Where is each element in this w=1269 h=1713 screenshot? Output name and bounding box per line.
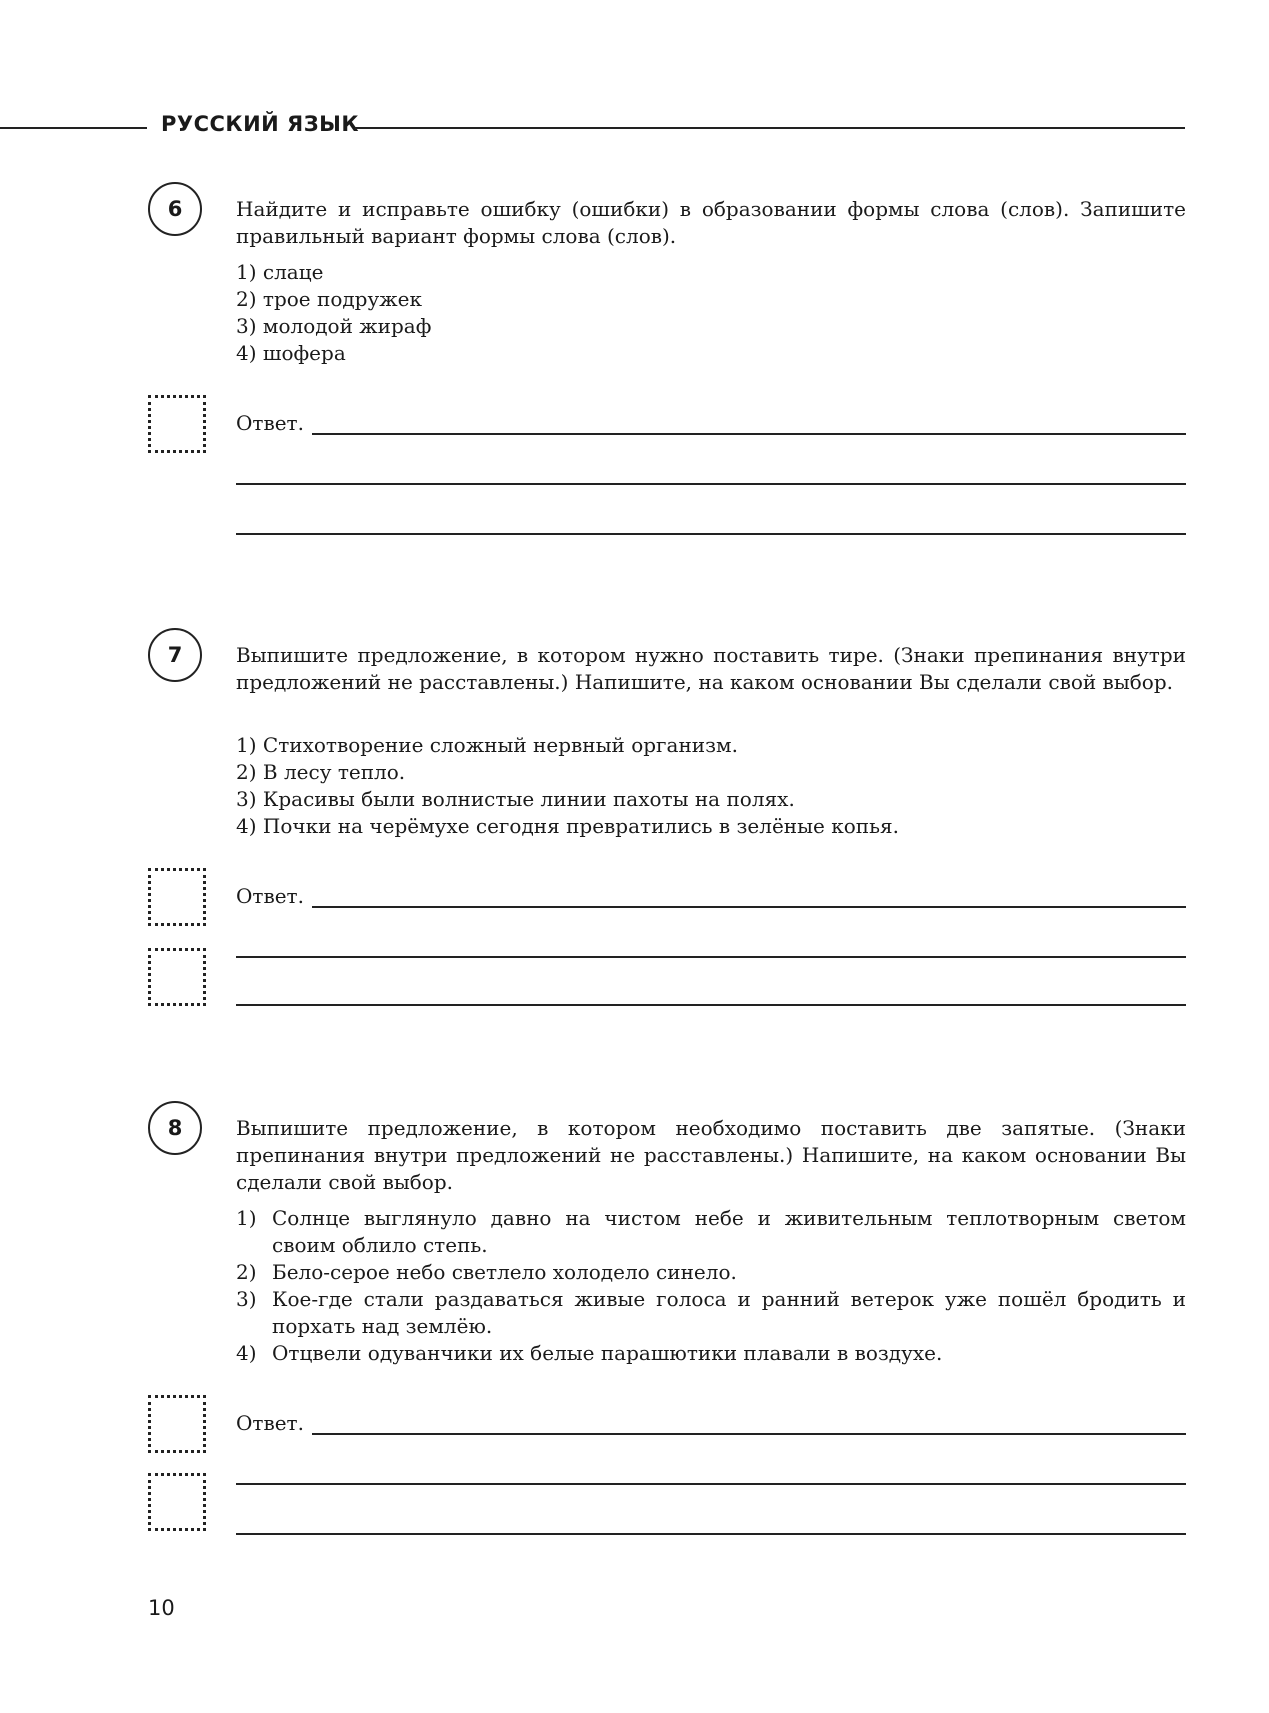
answer-options xyxy=(236,732,1186,840)
option-number: 2) xyxy=(236,287,257,311)
answer-row xyxy=(236,1405,1186,1435)
page-header xyxy=(0,112,1185,142)
option-text: слаце xyxy=(262,260,324,284)
answer-line[interactable] xyxy=(236,1483,1186,1485)
option-item xyxy=(236,1205,1186,1259)
option-item xyxy=(236,313,1186,340)
option-text: шофера xyxy=(262,341,346,365)
option-text: Почки на черёмухе сегодня превратились в зелёные копья. xyxy=(262,814,899,838)
option-text: В лесу тепло. xyxy=(262,760,406,784)
option-number: 1) xyxy=(236,260,257,284)
answer-line[interactable] xyxy=(236,1533,1186,1535)
task-statement: Выпишите предложение, в котором необходимо поставить две запятые. (Знаки препинания внутри предложений не расставлены.) Напишите, на каком основании Вы сделали свой выбор. xyxy=(236,1116,1186,1194)
option-item xyxy=(236,286,1186,313)
task-statement: Найдите и исправьте ошибку (ошибки) в образовании формы слова (слов). Запишите правильный вариант формы слова (слов). xyxy=(236,197,1186,248)
option-text: трое подружек xyxy=(262,287,422,311)
option-number: 3) xyxy=(236,314,257,338)
answer-line[interactable] xyxy=(236,483,1186,485)
option-text: Кое-где стали раздаваться живые голоса и ранний ветерок уже пошёл бродить и порхать над землёю. xyxy=(272,1287,1186,1338)
page-number: 10 xyxy=(148,1596,175,1620)
answer-line[interactable] xyxy=(236,956,1186,958)
option-item xyxy=(236,1340,1186,1367)
option-text: Красивы были волнистые линии пахоты на полях. xyxy=(262,787,795,811)
answer-row xyxy=(236,878,1186,908)
option-number: 4) xyxy=(236,1341,257,1365)
answer-options xyxy=(236,1205,1186,1367)
option-text: Бело-серое небо светлело холодело синело. xyxy=(272,1260,737,1284)
header-rule-right xyxy=(355,127,1185,129)
score-box[interactable] xyxy=(148,948,206,1006)
answer-label: Ответ. xyxy=(236,411,304,435)
option-number: 1) xyxy=(236,1206,257,1230)
answer-line[interactable] xyxy=(312,906,1186,908)
score-box[interactable] xyxy=(148,395,206,453)
answer-label: Ответ. xyxy=(236,1411,304,1435)
answer-options xyxy=(236,259,1186,367)
option-text: Стихотворение сложный нервный организм. xyxy=(262,733,738,757)
score-box[interactable] xyxy=(148,1473,206,1531)
task-statement: Выпишите предложение, в котором нужно поставить тире. (Знаки препинания внутри предложений не расставлены.) Напишите, на каком основании Вы сделали свой выбор. xyxy=(236,643,1186,694)
task-number-circle: 6 xyxy=(148,182,202,236)
header-rule-left xyxy=(0,127,147,129)
task-number-circle: 7 xyxy=(148,628,202,682)
option-item xyxy=(236,759,1186,786)
score-box[interactable] xyxy=(148,868,206,926)
option-number: 3) xyxy=(236,787,257,811)
answer-label: Ответ. xyxy=(236,884,304,908)
answer-line[interactable] xyxy=(312,1433,1186,1435)
option-text: молодой жираф xyxy=(262,314,432,338)
answer-line[interactable] xyxy=(236,533,1186,535)
answer-row xyxy=(236,405,1186,435)
option-number: 1) xyxy=(236,733,257,757)
score-box[interactable] xyxy=(148,1395,206,1453)
option-number: 4) xyxy=(236,341,257,365)
option-number: 2) xyxy=(236,760,257,784)
option-item xyxy=(236,1259,1186,1286)
option-item xyxy=(236,1286,1186,1340)
option-number: 4) xyxy=(236,814,257,838)
option-item xyxy=(236,732,1186,759)
option-text: Солнце выглянуло давно на чистом небе и живительным теплотворным светом своим облило степь. xyxy=(272,1206,1186,1257)
option-item xyxy=(236,259,1186,286)
header-title: РУССКИЙ ЯЗЫК xyxy=(161,112,360,136)
task-number-circle: 8 xyxy=(148,1101,202,1155)
option-item xyxy=(236,786,1186,813)
option-text: Отцвели одуванчики их белые парашютики плавали в воздухе. xyxy=(272,1341,943,1365)
answer-line[interactable] xyxy=(236,1004,1186,1006)
option-item xyxy=(236,813,1186,840)
option-number: 2) xyxy=(236,1260,257,1284)
option-number: 3) xyxy=(236,1287,257,1311)
answer-line[interactable] xyxy=(312,433,1186,435)
option-item xyxy=(236,340,1186,367)
